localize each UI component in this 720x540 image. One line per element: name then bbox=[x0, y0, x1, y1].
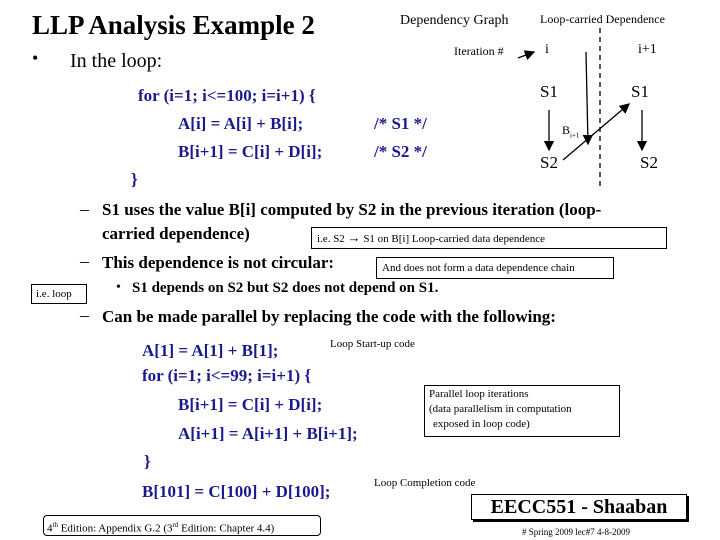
completion-note: Loop Completion code bbox=[374, 477, 476, 489]
iteration-separator-arrow bbox=[518, 52, 534, 58]
loop2-stmt2: A[i+1] = A[i+1] + B[i+1]; bbox=[178, 424, 358, 443]
edition-c: Edition: Chapter 4.4) bbox=[178, 522, 275, 535]
iteration-i1-label: i+1 bbox=[638, 42, 657, 57]
point3-text: Can be made parallel by replacing the code with the following: bbox=[102, 307, 556, 326]
node-s1-left: S1 bbox=[540, 82, 558, 101]
point2-text: This dependence is not circular: bbox=[102, 253, 335, 272]
edition-a-sup: th bbox=[52, 521, 58, 529]
page-title: LLP Analysis Example 2 bbox=[32, 10, 315, 40]
dependency-graph bbox=[500, 28, 715, 190]
edition-reference-box bbox=[43, 515, 321, 536]
edition-b: Edition: Appendix G.2 (3 bbox=[57, 522, 173, 535]
chain-note-box: And does not form a data dependence chain bbox=[376, 257, 614, 279]
sub-bullet-dot: • bbox=[116, 280, 121, 295]
dash-2: – bbox=[80, 251, 89, 271]
loop2-stmt1: B[i+1] = C[i] + D[i]; bbox=[178, 395, 323, 414]
note-prefix: i.e. S2 bbox=[317, 233, 345, 245]
point2-sub-bullet: S1 depends on S2 but S2 does not depend on S1. bbox=[132, 280, 439, 296]
parallel-note-line3: exposed in loop code) bbox=[433, 418, 530, 430]
loop2-completion: B[101] = C[100] + D[100]; bbox=[142, 482, 331, 501]
loop2-header: for (i=1; i<=99; i=i+1) { bbox=[142, 366, 312, 385]
loop-carried-pointer bbox=[586, 52, 588, 144]
point1-line2: carried dependence) bbox=[102, 224, 250, 243]
edge-label-sub: i+1 bbox=[570, 131, 580, 140]
loop1-stmt1-comment: /* S1 */ bbox=[374, 114, 427, 133]
in-the-loop-label: In the loop: bbox=[70, 50, 163, 72]
note-suffix: S1 on B[i] Loop-carried data dependence bbox=[363, 233, 546, 245]
node-s2-left: S2 bbox=[540, 153, 558, 172]
node-s2-right: S2 bbox=[640, 153, 658, 172]
bullet-dot: • bbox=[32, 48, 39, 68]
loop1-stmt2-comment: /* S2 */ bbox=[374, 142, 427, 161]
edge-label bbox=[562, 123, 579, 139]
dash-3: – bbox=[80, 305, 89, 325]
course-label-box: EECC551 - Shaaban bbox=[471, 494, 687, 520]
loop2-close: } bbox=[144, 452, 151, 471]
loop-carried-label: Loop-carried Dependence bbox=[540, 12, 665, 26]
node-s1-right: S1 bbox=[631, 82, 649, 101]
iteration-label: Iteration # bbox=[454, 44, 504, 58]
loop1-close: } bbox=[131, 170, 138, 189]
lecture-meta: # Spring 2009 lec#7 4-8-2009 bbox=[522, 527, 630, 537]
loop2-startup: A[1] = A[1] + B[1]; bbox=[142, 341, 279, 360]
startup-note: Loop Start-up code bbox=[330, 338, 415, 350]
edition-b-sup: rd bbox=[172, 521, 179, 529]
iteration-i-label: i bbox=[545, 42, 549, 57]
dependency-graph-label: Dependency Graph bbox=[400, 13, 509, 28]
loop-carried-note-box bbox=[311, 227, 667, 249]
arrow-icon: → bbox=[347, 230, 361, 245]
parallel-note-line2: (data parallelism in computation bbox=[429, 403, 572, 415]
loop1-header: for (i=1; i<=100; i=i+1) { bbox=[138, 86, 316, 105]
point1-line1: S1 uses the value B[i] computed by S2 in the previous iteration (loop- bbox=[102, 200, 602, 219]
edge-label-main: B bbox=[562, 123, 571, 137]
loop1-stmt2: B[i+1] = C[i] + D[i]; bbox=[178, 142, 323, 161]
parallel-note-line1: Parallel loop iterations bbox=[429, 388, 529, 400]
parallel-note-box bbox=[424, 385, 620, 437]
edition-a: 4 bbox=[47, 522, 53, 535]
dash-1: – bbox=[80, 199, 89, 219]
side-label-box: i.e. loop bbox=[31, 284, 87, 304]
loop1-stmt1: A[i] = A[i] + B[i]; bbox=[178, 114, 304, 133]
